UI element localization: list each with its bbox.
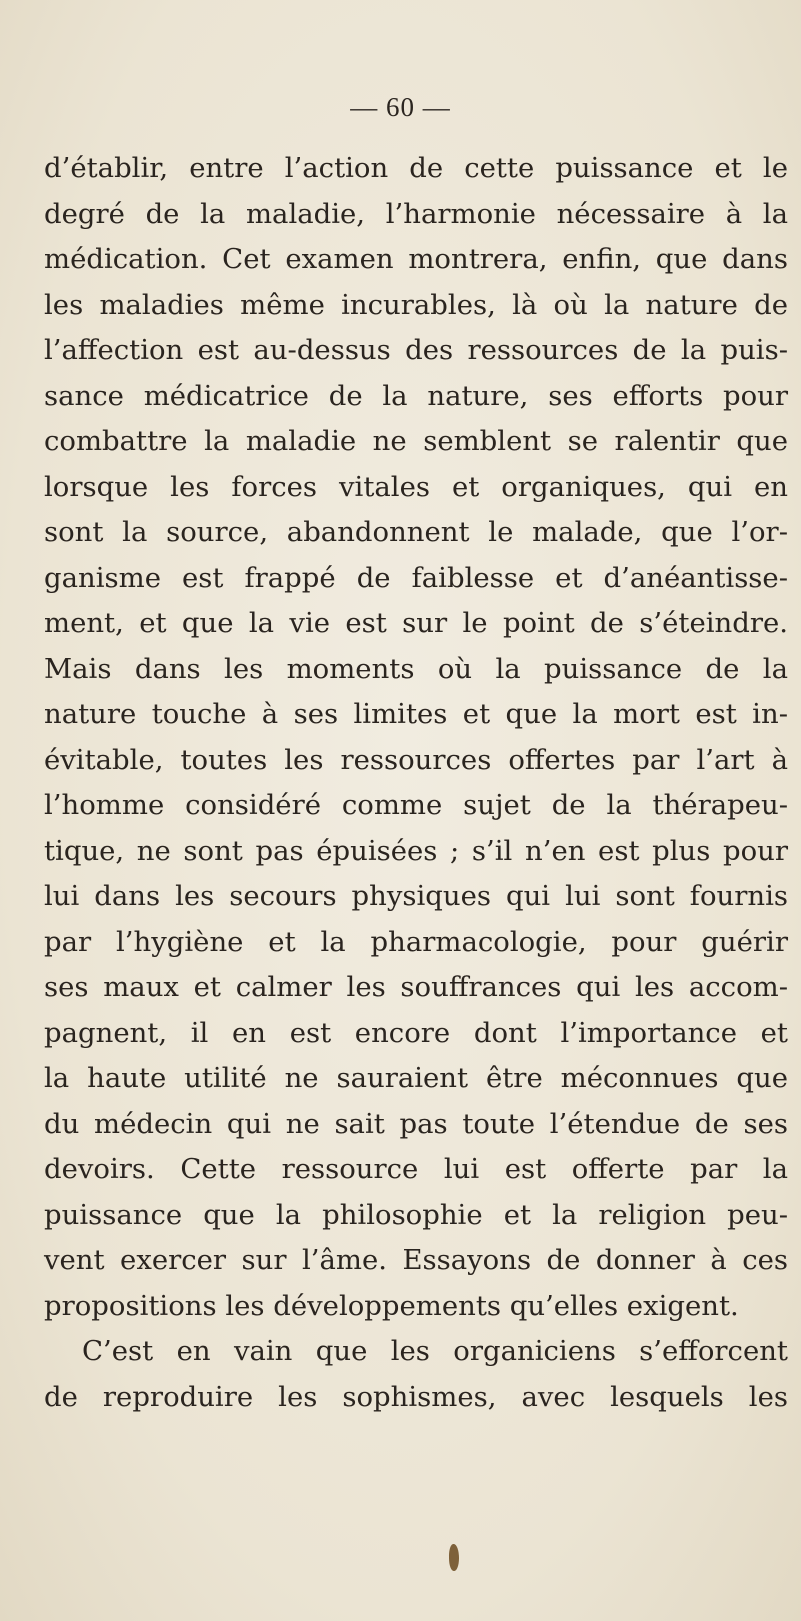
text-line: sance médicatrice de la nature, ses efforts pour: [44, 379, 788, 412]
text-line: Mais dans les moments où la puissance de la: [44, 652, 788, 685]
text-line: combattre la maladie ne semblent se ralentir que: [44, 425, 788, 457]
text-line: du médecin qui ne sait pas toute l’étendue de ses: [44, 1107, 788, 1140]
text-line: par l’hygiène et la pharmacologie, pour guérir: [44, 925, 788, 958]
text-line: médication. Cet examen montrera, enfin, que dans: [44, 243, 788, 275]
text-line: ment, et que la vie est sur le point de s’éteindre.: [44, 607, 788, 639]
body-text: [44, 146, 788, 1420]
ink-blot: [449, 1544, 459, 1571]
text-line: puissance que la philosophie et la religion peu-: [44, 1198, 788, 1231]
text-line: devoirs. Cette ressource lui est offerte par la: [44, 1153, 788, 1185]
text-line: vent exercer sur l’âme. Essayons de donner à ces: [44, 1244, 788, 1276]
text-line: les maladies même incurables, là où la nature de: [44, 288, 788, 321]
text-line: de reproduire les sophismes, avec lesquels les: [44, 1380, 788, 1413]
text-line: lui dans les secours physiques qui lui sont fournis: [44, 880, 788, 912]
text-line: ganisme est frappé de faiblesse et d’anéantisse-: [44, 561, 788, 594]
text-line: pagnent, il en est encore dont l’importance et: [44, 1016, 788, 1049]
text-line: tique, ne sont pas épuisées ; s’il n’en est plus pour: [44, 834, 788, 867]
text-line: évitable, toutes les ressources offertes par l’art à: [44, 743, 788, 776]
text-line: la haute utilité ne sauraient être méconnues que: [44, 1062, 788, 1094]
text-line: degré de la maladie, l’harmonie nécessaire à la: [44, 197, 788, 230]
text-line: sont la source, abandonnent le malade, que l’or-: [44, 516, 788, 548]
text-line: lorsque les forces vitales et organiques, qui en: [44, 470, 788, 503]
text-line: d’établir, entre l’action de cette puissance et le: [44, 152, 788, 184]
text-line: propositions les développements qu’elles exigent.: [44, 1289, 739, 1322]
text-line: l’affection est au-dessus des ressources de la puis-: [44, 334, 788, 366]
text-line: C’est en vain que les organiciens s’efforcent: [82, 1335, 788, 1367]
text-line: ses maux et calmer les souffrances qui les accom-: [44, 971, 788, 1003]
page-number: — 60 —: [350, 92, 451, 122]
text-line: nature touche à ses limites et que la mort est in-: [44, 698, 788, 730]
text-line: l’homme considéré comme sujet de la thérapeu-: [44, 789, 788, 821]
